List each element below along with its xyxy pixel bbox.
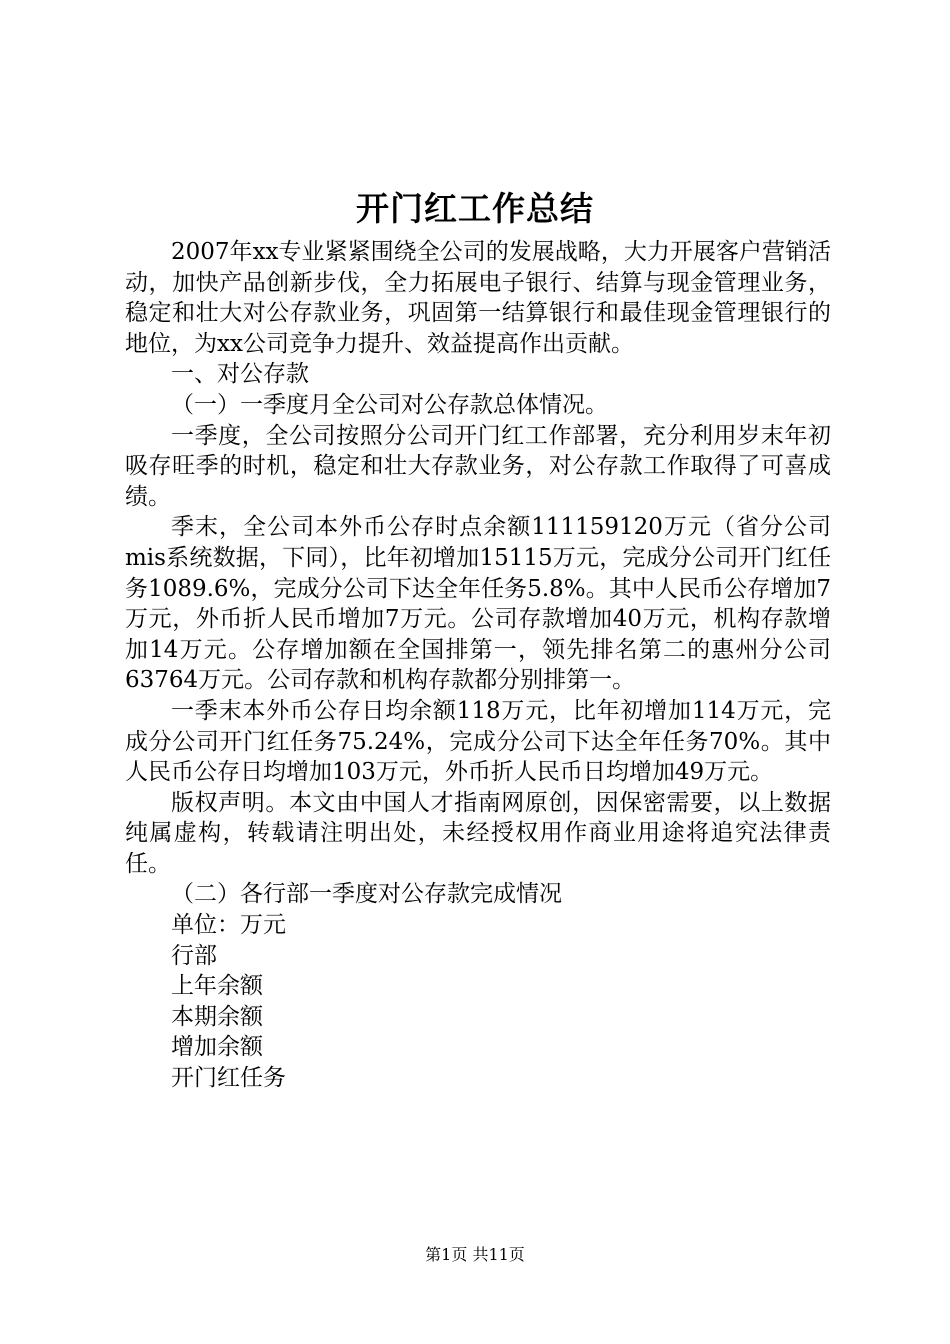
paragraph-intro: 2007年xx专业紧紧围绕全公司的发展战略，大力开展客户营销活动，加快产品创新步伐，全力拓展电子银行、结算与现金管理业务，稳定和壮大对公存款业务，巩固第一结算银行和最佳现金管理银行的地位，为xx公司竞争力提升、效益提高作出贡献。 <box>125 239 831 357</box>
paragraph-q1-summary: 一季度，全公司按照分公司开门红工作部署，充分利用岁末年初吸存旺季的时机，稳定和壮大存款业务，对公存款工作取得了可喜成绩。 <box>125 422 831 510</box>
subsection-heading-overall: （一）一季度月全公司对公存款总体情况。 <box>171 391 608 418</box>
paragraph-daily-average: 一季末本外币公存日均余额118万元，比年初增加114万元，完成分公司开门红任务75.24%，完成分公司下达全年任务70%。其中人民币公存日均增加103万元，外币折人民币日均增加49万元。 <box>125 697 831 786</box>
table-header-department: 行部 <box>171 942 217 969</box>
table-header-target: 开门红任务 <box>171 1065 286 1092</box>
subsection-heading-departments: （二）各行部一季度对公存款完成情况 <box>171 881 562 908</box>
table-header-increase: 增加余额 <box>171 1034 263 1061</box>
paragraph-copyright: 版权声明。本文由中国人才指南网原创，因保密需要，以上数据纯属虚构，转载请注明出处，未经授权用作商业用途将追究法律责任。 <box>125 789 831 877</box>
page-footer: 第1页 共11页 <box>425 1245 525 1264</box>
unit-label: 单位：万元 <box>171 912 286 939</box>
table-header-current-balance: 本期余额 <box>171 1003 263 1030</box>
document-title: 开门红工作总结 <box>356 189 594 228</box>
document-body <box>125 237 831 1094</box>
section-heading-corporate-deposits: 一、对公存款 <box>171 361 309 388</box>
table-header-last-year-balance: 上年余额 <box>171 973 263 1000</box>
paragraph-quarter-end-balance: 季末，全公司本外币公存时点余额111159120万元（省分公司mis系统数据，下同），比年初增加15115万元，完成分公司开门红任务1089.6%，完成分公司下达全年任务5.8%。其中人民币公存增加7万元，外币折人民币增加7万元。公司存款增加40万元，机构存款增加14万元。公存增加额在全国排第一，领先排名第二的惠州分公司63764万元。公司存款和机构存款都分别排第一。 <box>125 514 831 694</box>
